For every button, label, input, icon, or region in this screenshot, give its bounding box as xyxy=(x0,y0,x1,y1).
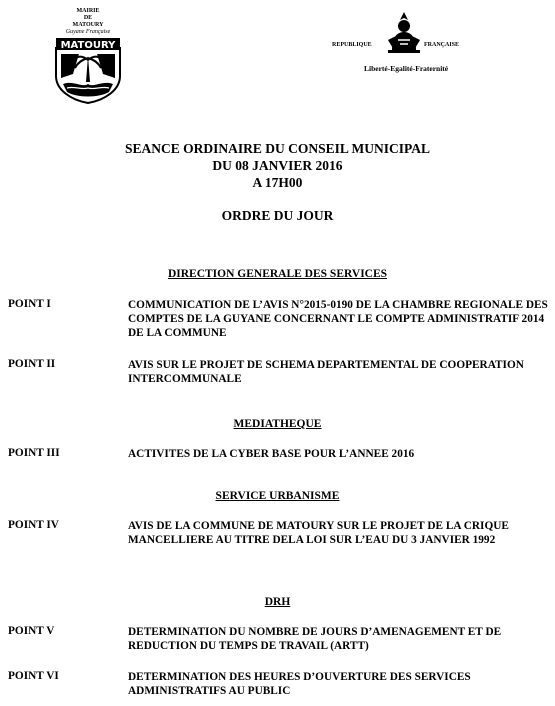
devise-text: Liberté-Egalité-Fraternité xyxy=(364,64,449,73)
point-number: POINT IV xyxy=(8,519,59,531)
section-heading-dgs: DIRECTION GENERALE DES SERVICES xyxy=(167,268,388,280)
mairie-line: MAIRIE xyxy=(76,8,100,14)
mairie-line: DE xyxy=(83,15,93,21)
point-number: POINT I xyxy=(8,298,51,310)
republique-header xyxy=(320,8,470,73)
document-title xyxy=(0,140,555,191)
point-number: POINT II xyxy=(8,358,56,370)
point-number: POINT VI xyxy=(8,670,59,682)
point-text: ACTIVITES DE LA CYBER BASE POUR L’ANNEE 2016 xyxy=(128,448,415,460)
republique-left-label: REPUBLIQUE xyxy=(332,42,372,48)
point-text: COMMUNICATION DE L’AVIS N°2015-0190 DE LA CHAMBRE REGIONALE DES COMPTES DE LA GUYANE CONCERNANT LE COMPTE ADMINISTRATIF 2014 DE LA COMMUNE xyxy=(128,299,548,340)
crest-banner: MATOURY xyxy=(60,40,116,51)
marianne-emblem-logo xyxy=(384,10,424,54)
section-heading-drh: DRH xyxy=(264,596,291,608)
point-text: DETERMINATION DU NOMBRE DE JOURS D’AMENAGEMENT ET DE REDUCTION DU TEMPS DE TRAVAIL (ARTT) xyxy=(128,626,502,653)
point-number: POINT III xyxy=(8,447,60,459)
agenda-heading: ORDRE DU JOUR xyxy=(221,208,334,223)
republique-right-label: FRANÇAISE xyxy=(424,42,460,48)
point-text: AVIS SUR LE PROJET DE SCHEMA DEPARTEMENTAL DE COOPERATION INTERCOMMUNALE xyxy=(128,359,524,386)
matoury-crest-logo xyxy=(53,38,123,104)
section-heading-urbanisme: SERVICE URBANISME xyxy=(215,490,340,502)
title-line-1: SEANCE ORDINAIRE DU CONSEIL MUNICIPAL xyxy=(124,141,431,156)
point-text: AVIS DE LA COMMUNE DE MATOURY SUR LE PROJET DE LA CRIQUE MANCELLIERE AU TITRE DELA LOI SUR L’EAU DU 3 JANVIER 1992 xyxy=(128,520,509,547)
point-number: POINT V xyxy=(8,625,55,637)
mairie-line: Guyane Française xyxy=(65,29,111,35)
mairie-header xyxy=(46,8,130,104)
title-line-3: A 17H00 xyxy=(252,175,303,190)
mairie-line: MATOURY xyxy=(72,22,104,28)
title-line-2: DU 08 JANVIER 2016 xyxy=(212,158,343,173)
point-text: DETERMINATION DES HEURES D’OUVERTURE DES SERVICES ADMINISTRATIFS AU PUBLIC xyxy=(128,671,471,698)
section-heading-mediatheque: MEDIATHEQUE xyxy=(233,418,322,430)
